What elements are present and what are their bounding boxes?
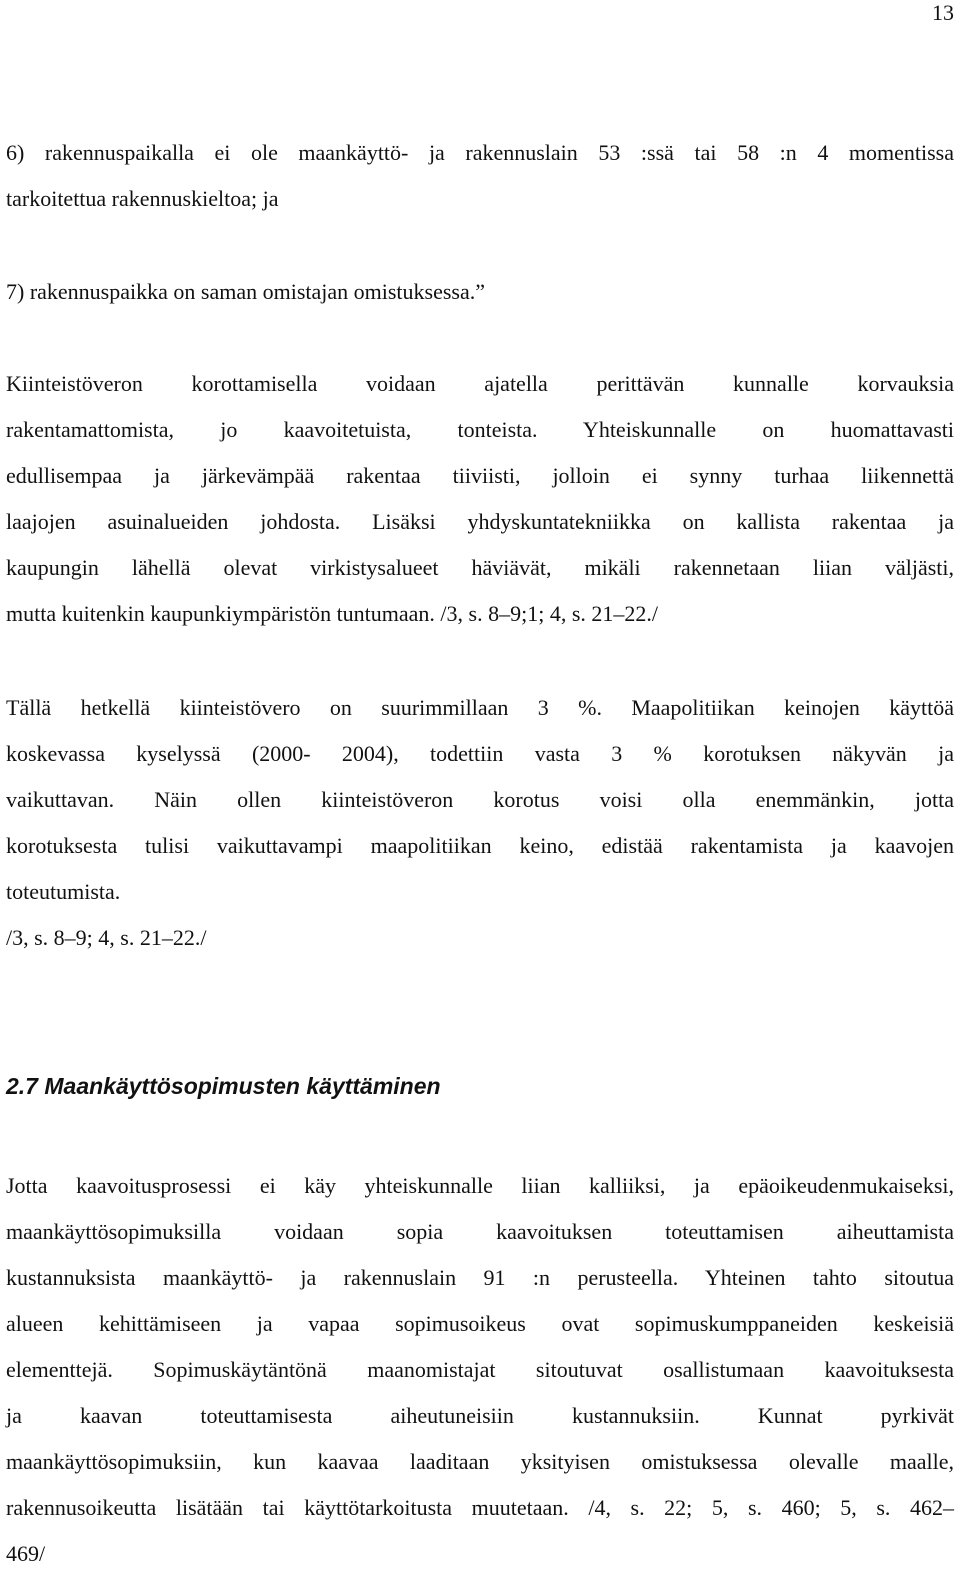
paragraph-line: /3, s. 8–9; 4, s. 21–22./	[6, 925, 207, 950]
paragraph-line: toteutumista.	[6, 879, 121, 904]
paragraph-line: Jotta kaavoitusprosessi ei käy yhteiskunnalle liian kalliiksi, ja epäoikeudenmukaiseksi,	[6, 1173, 954, 1198]
paragraph-line: koskevassa kyselyssä (2000- 2004), todettiin vasta 3 % korotuksen näkyvän ja	[6, 741, 954, 766]
list-item-6-line-1: 6) rakennuspaikalla ei ole maankäyttö- ja rakennuslain 53 :ssä tai 58 :n 4 momentissa	[6, 140, 954, 165]
paragraph-line: alueen kehittämiseen ja vapaa sopimusoikeus ovat sopimuskumppaneiden keskeisiä	[6, 1311, 954, 1336]
paragraph-line: vaikuttavan. Näin ollen kiinteistöveron korotus voisi olla enemmänkin, jotta	[6, 787, 954, 812]
paragraph-line: maankäyttösopimuksilla voidaan sopia kaavoituksen toteuttamisen aiheuttamista	[6, 1219, 954, 1244]
paragraph-line: edullisempaa ja järkevämpää rakentaa tiiviisti, jolloin ei synny turhaa liikennettä	[6, 463, 954, 488]
paragraph-line: 469/	[6, 1541, 46, 1566]
paragraph-line: korotuksesta tulisi vaikuttavampi maapolitiikan keino, edistää rakentamista ja kaavojen	[6, 833, 954, 858]
list-item-7	[6, 269, 954, 315]
paragraph-line: kustannuksista maankäyttö- ja rakennuslain 91 :n perusteella. Yhteinen tahto sitoutua	[6, 1265, 954, 1290]
paragraph-jotta-kaavoitusprosessi	[6, 1163, 954, 1577]
list-item-6-line-2: tarkoitettua rakennuskieltoa; ja	[6, 186, 279, 211]
paragraph-kiinteistoveron	[6, 361, 954, 637]
list-item-6	[6, 130, 954, 222]
paragraph-line: maankäyttösopimuksiin, kun kaavaa laaditaan yksityisen omistuksessa olevalle maalle,	[6, 1449, 954, 1474]
paragraph-line: rakentamattomista, jo kaavoitetuista, tonteista. Yhteiskunnalle on huomattavasti	[6, 417, 954, 442]
paragraph-line: ja kaavan toteuttamisesta aiheutuneisiin kustannuksiin. Kunnat pyrkivät	[6, 1403, 954, 1428]
list-item-7-line-1: 7) rakennuspaikka on saman omistajan omistuksessa.”	[6, 279, 486, 304]
paragraph-line: elementtejä. Sopimuskäytäntönä maanomistajat sitoutuvat osallistumaan kaavoituksesta	[6, 1357, 954, 1382]
paragraph-talla-hetkella	[6, 685, 954, 961]
paragraph-line: mutta kuitenkin kaupunkiympäristön tuntumaan. /3, s. 8–9;1; 4, s. 21–22./	[6, 601, 659, 626]
paragraph-line: Kiinteistöveron korottamisella voidaan ajatella perittävän kunnalle korvauksia	[6, 371, 954, 396]
paragraph-line: laajojen asuinalueiden johdosta. Lisäksi yhdyskuntatekniikka on kallista rakentaa ja	[6, 509, 954, 534]
page-number: 13	[932, 0, 954, 25]
paragraph-line: Tällä hetkellä kiinteistövero on suurimmillaan 3 %. Maapolitiikan keinojen käyttöä	[6, 695, 954, 720]
paragraph-line: kaupungin lähellä olevat virkistysalueet häviävät, mikäli rakennetaan liian väljästi,	[6, 555, 954, 580]
paragraph-line: rakennusoikeutta lisätään tai käyttötarkoitusta muutetaan. /4, s. 22; 5, s. 460; 5, s. 462–	[6, 1495, 954, 1520]
section-heading: 2.7 Maankäyttösopimusten käyttäminen	[6, 1073, 441, 1099]
